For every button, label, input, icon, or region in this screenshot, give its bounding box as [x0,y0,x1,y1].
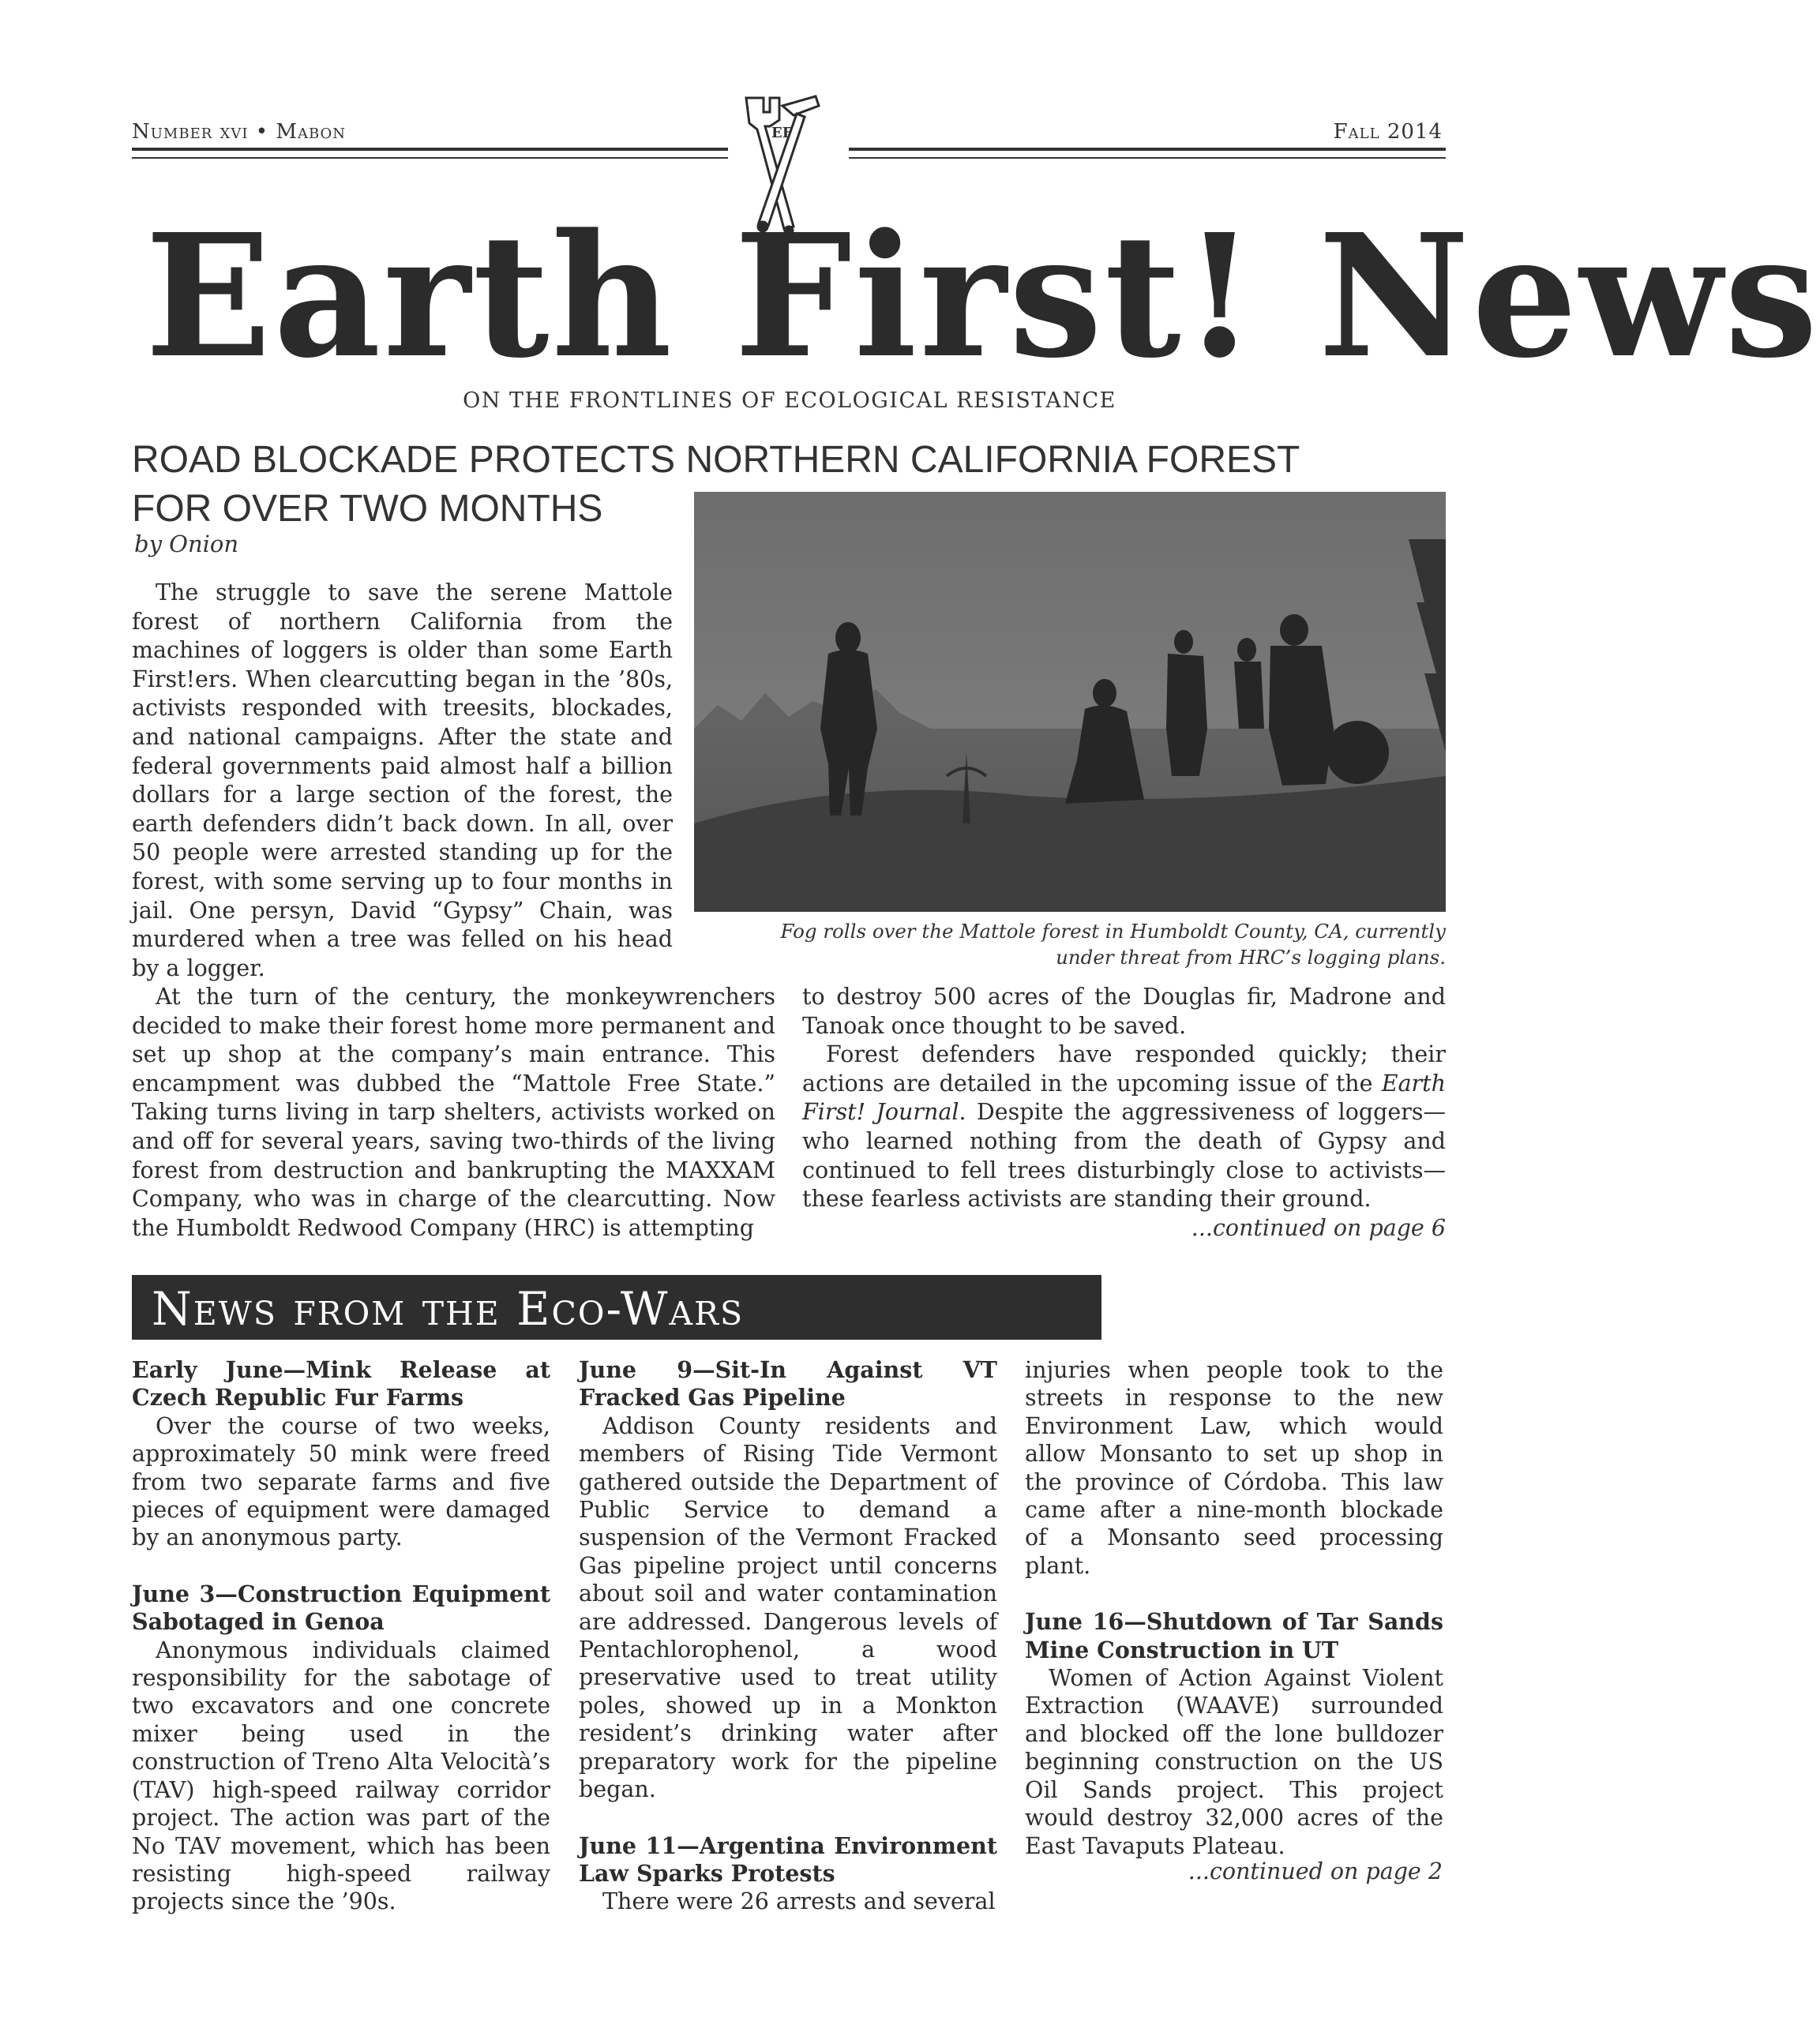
lead-paragraph-4-end: . Despite the aggressiveness of loggers—who learned nothing from the death of Gypsy and continued to fell trees disturbingly close to activists—these fearless activists are standing their ground. [802,1099,1446,1213]
news-item-3-body: Addison County residents and members of Rising Tide Vermont gathered outside the Department of Public Service to demand a suspension of the Vermont Fracked Gas pipeline project until concerns about soil and water contamination are addressed. Dangerous levels of Pentachlorophenol, a wood preservative used to treat utility poles, showed up in a Monkton resident’s drinking water after preparatory work for the pipeline began. [579,1412,997,1803]
issue-number: Number xvi • Mabon [132,120,347,144]
news-item-4-body-continued: injuries when people took to the streets in response to the new Environment Law, which would allow Monsanto to set up shop in the province of Córdoba. This law came after a nine-month blockade of a Monsanto seed processing plant. [1025,1357,1443,1579]
eco-wars-column-1 [132,1356,550,1916]
eco-wars-column-2 [579,1356,997,1916]
lead-column-3 [802,983,1446,1243]
eco-wars-column-3 [1025,1356,1443,1860]
svg-text:EF: EF [771,125,793,141]
lead-column-1 [132,579,673,983]
news-item-5-heading: June 16—Shutdown of Tar Sands Mine Construction in UT [1025,1608,1443,1663]
news-item-2-body: Anonymous individuals claimed responsibility for the sabotage of two excavators and one concrete mixer being used in the construction of Treno Alta Velocità’s (TAV) high-speed railway corridor project. The action was part of the No TAV movement, which has been resisting high-speed railway projects since the ’90s. [132,1637,550,1915]
news-item-4-body: There were 26 arrests and several [602,1888,996,1915]
lead-paragraph-1: The struggle to save the serene Mattole forest of northern California from the machines of loggers is older than some Earth First!ers. When clearcutting began in the ’80s, activists responded with treesits, blockades, and national campaigns. After the state and federal governments paid almost half a billion dollars for a large section of the forest, the earth defenders didn’t back down. In all, over 50 people were arrested standing up for the forest, with some serving up to four months in jail. One persyn, David “Gypsy” Chain, was murdered when a tree was felled on his head by a logger. [132,579,673,981]
lead-headline-line1: ROAD BLOCKADE PROTECTS NORTHERN CALIFORNIA FOREST [132,439,1300,481]
photo-caption-line1: Fog rolls over the Mattole forest in Humboldt County, CA, currently [780,920,1446,943]
photo-caption-line2: under threat from HRC’s logging plans. [1056,946,1446,969]
forest-fog-photo [694,492,1446,912]
news-item-3-heading: June 9—Sit-In Against VT Fracked Gas Pipeline [579,1356,997,1412]
newspaper-title: Earth First! News [144,197,1820,396]
news-item-4-heading: June 11—Argentina Environment Law Sparks Protests [579,1832,997,1887]
lead-paragraph-3: to destroy 500 acres of the Douglas fir, Madrone and Tanoak once thought to be saved. [802,984,1446,1039]
eco-wars-banner-title: News from the Eco-Wars [152,1282,745,1336]
lead-paragraph-4 [802,1040,1446,1214]
news-item-2-heading: June 3—Construction Equipment Sabotaged in Genoa [132,1580,550,1636]
byline: by Onion [134,531,239,557]
news-item-1-heading: Early June—Mink Release at Czech Republic Fur Farms [132,1356,550,1412]
photo-caption [694,918,1446,970]
masthead-rule-left-thin [132,157,728,159]
lead-column-2 [132,983,775,1243]
masthead-rule-left [132,148,728,151]
news-item-1-body: Over the course of two weeks, approximately 50 mink were freed from two separate farms and five pieces of equipment were damaged by an anonymous party. [132,1412,550,1551]
journal-title: Earth First! Journal [802,1070,1446,1126]
continued-page-2-link[interactable]: ...continued on page 2 [1188,1858,1443,1884]
lead-headline-line2: FOR OVER TWO MONTHS [132,488,603,530]
news-item-5-body: Women of Action Against Violent Extraction (WAAVE) surrounded and blocked off the lone bulldozer beginning construction on the US Oil Sands project. This project would destroy 32,000 acres of the East Tavaputs Plateau. [1025,1665,1443,1859]
lead-paragraph-2: At the turn of the century, the monkeywrenchers decided to make their forest home more permanent and set up shop at the company’s main entrance. This encampment was dubbed the “Mattole Free State.” Taking turns living in tarp shelters, activists worked on and off for several years, saving two-thirds of the living forest from destruction and bankrupting the MAXXAM Company, who was in charge of the clearcutting. Now the Humboldt Redwood Company (HRC) is attempting [132,984,775,1241]
tagline: ON THE FRONTLINES OF ECOLOGICAL RESISTANCE [463,388,1116,413]
masthead-rule-right-thin [849,157,1446,159]
issue-season: Fall 2014 [1333,120,1443,144]
masthead-rule-right [849,148,1446,151]
lead-paragraph-4-start: Forest defenders have responded quickly; their actions are detailed in the upcoming issue of the [802,1041,1446,1097]
continued-page-6-link[interactable]: ...continued on page 6 [1191,1214,1446,1241]
